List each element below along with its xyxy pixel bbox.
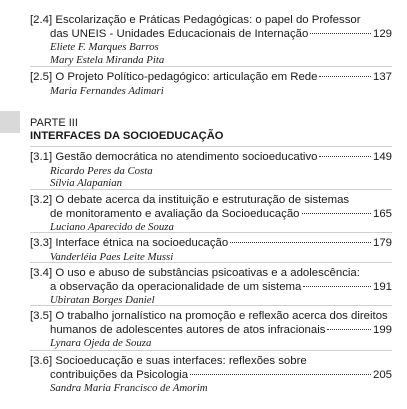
toc-entry-title: Escolarização e Práticas Pedagógicas: o papel do Professor: [55, 14, 361, 26]
toc-page-number: 191: [372, 280, 392, 293]
toc-entry-author: Eliete F. Marques Barros: [50, 41, 159, 53]
toc-entry-title-line-2: [30, 28, 392, 42]
toc-page-number: 205: [372, 368, 392, 381]
toc-entry-title-line-2: [30, 369, 392, 383]
toc-entry-3-1: [30, 146, 392, 190]
toc-entry-3-3: [30, 232, 392, 263]
toc-entry-title: Gestão democrática no atendimento socioeducativo: [55, 151, 318, 163]
toc-entry-title-line: [30, 310, 392, 324]
toc-entry-author: Ubiratan Borges Daniel: [50, 294, 155, 306]
divider: [30, 350, 392, 351]
toc-entry-title-line: [30, 194, 392, 208]
toc-entry-number: [3.4]: [30, 267, 53, 279]
toc-entry-number: [2.4]: [30, 14, 53, 26]
toc-entry-title-line: [30, 237, 392, 251]
toc-entry-title-cont: contribuições da Psicologia: [50, 368, 189, 381]
part-label: PARTE III: [30, 117, 78, 129]
toc-entry-3-5: [30, 305, 392, 350]
toc-entry-title-line-2: [30, 324, 392, 338]
toc-entry-number: [2.5]: [30, 71, 53, 83]
divider: [30, 189, 392, 190]
toc-entry-3-4: [30, 262, 392, 307]
toc-entry-author: Lynara Ojeda de Souza: [50, 337, 152, 349]
part-title: INTERFACES DA SOCIOEDUCAÇÃO: [30, 130, 224, 142]
toc-entry-title-line: [30, 14, 392, 28]
divider: [30, 305, 392, 306]
toc-entry-author: Luciano Aparecido de Souza: [50, 221, 174, 233]
toc-entry-author: Sandra Maria Francisco de Amorim: [50, 382, 208, 394]
toc-entry-title-cont: de monitoramento e avaliação da Socioeducação: [50, 207, 300, 220]
toc-entry-author: Mary Estela Miranda Pita: [50, 53, 165, 66]
toc-page-number: 129: [372, 27, 392, 40]
divider: [30, 232, 392, 233]
divider: [30, 146, 392, 147]
toc-entry-title: O trabalho jornalístico na promoção e reflexão acerca dos direitos: [55, 310, 388, 322]
toc-entry-title-cont: a observação da operacionalidade de um sistema: [50, 280, 302, 293]
toc-entry-2-4: [30, 14, 392, 66]
dot-leader: [310, 33, 371, 34]
page-edge-tab: [0, 111, 20, 133]
toc-entry-title-line: [30, 267, 392, 281]
toc-entry-author: Ricardo Peres da Costa: [50, 164, 153, 177]
toc-entry-title-line-2: [30, 281, 392, 295]
toc-page-number: 179: [372, 237, 392, 249]
dot-leader: [327, 329, 371, 330]
toc-entry-title-line: [30, 355, 392, 369]
toc-entry-title: O debate acerca da instituição e estruturação de sistemas: [55, 194, 350, 206]
dot-leader: [190, 374, 371, 375]
divider: [30, 262, 392, 263]
toc-entry-number: [3.1]: [30, 151, 53, 163]
toc-entry-number: [3.6]: [30, 355, 53, 367]
toc-entry-number: [3.5]: [30, 310, 53, 322]
toc-page-number: 137: [372, 71, 392, 83]
toc-page-number: 165: [372, 207, 392, 220]
toc-entry-title: Interface étnica na socioeducação: [55, 237, 229, 249]
toc-entry-2-5: [30, 66, 392, 97]
dot-leader: [302, 213, 371, 214]
dot-leader: [319, 156, 371, 157]
toc-entry-title-line: [30, 71, 392, 85]
toc-entry-number: [3.2]: [30, 194, 53, 206]
toc-entry-title-line-2: [30, 208, 392, 222]
toc-entry-title: O uso e abuso de substâncias psicoativas e a adolescência:: [55, 267, 360, 279]
dot-leader: [319, 76, 371, 77]
toc-entry-3-2: [30, 189, 392, 234]
toc-entry-author: Vanderléia Paes Leite Mussi: [50, 250, 174, 263]
toc-page-number: 199: [372, 323, 392, 336]
toc-entry-title: Socioeducação e suas interfaces: reflexões sobre: [55, 355, 307, 367]
toc-entry-title-cont: das UNEIS - Unidades Educacionais de Internação: [50, 27, 309, 40]
divider: [30, 66, 392, 67]
toc-entry-3-6: [30, 350, 392, 395]
dot-leader: [303, 286, 371, 287]
dot-leader: [230, 242, 371, 243]
toc-entry-author: Maria Fernandes Adimari: [50, 84, 164, 97]
toc-entry-author: Sílvia Alapanian: [50, 177, 123, 189]
toc-entry-title-line: [30, 151, 392, 165]
toc-entry-number: [3.3]: [30, 237, 53, 249]
toc-entry-title: O Projeto Político-pedagógico: articulação em Rede: [55, 71, 318, 83]
toc-page-number: 149: [372, 151, 392, 163]
toc-entry-title-cont: humanos de adolescentes autores de atos infracionais: [50, 323, 326, 336]
